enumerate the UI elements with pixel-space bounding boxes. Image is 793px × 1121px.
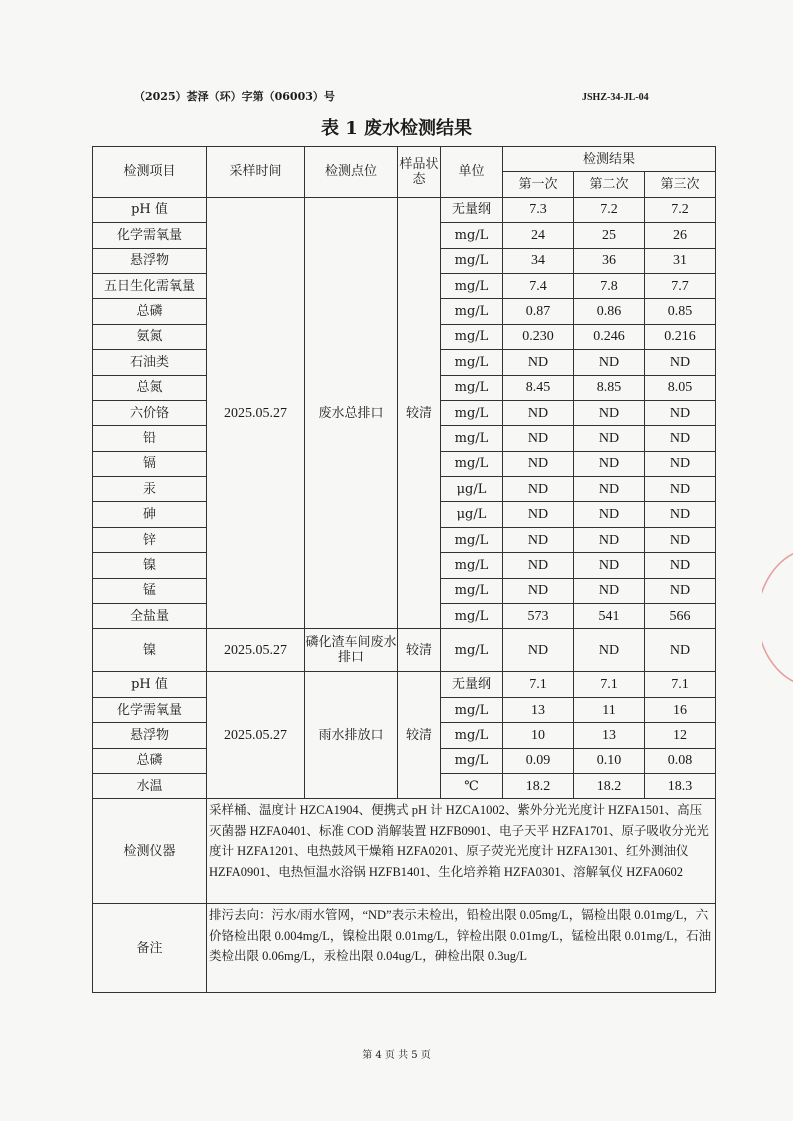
result-second-cell: 7.8	[574, 273, 645, 298]
unit-cell: mg/L	[441, 527, 503, 552]
result-third-cell: 0.08	[645, 748, 716, 773]
unit-cell: mg/L	[441, 748, 503, 773]
item-cell: 汞	[93, 477, 207, 502]
result-first-cell: 0.230	[503, 324, 574, 349]
result-third-cell: 31	[645, 248, 716, 273]
header-time: 采样时间	[207, 147, 305, 198]
result-first-cell: ND	[503, 527, 574, 552]
result-first-cell: 7.3	[503, 197, 574, 222]
result-second-cell: ND	[574, 477, 645, 502]
unit-cell: mg/L	[441, 350, 503, 375]
result-first-cell: ND	[503, 426, 574, 451]
result-third-cell: 26	[645, 223, 716, 248]
result-second-cell: 25	[574, 223, 645, 248]
item-cell: pH 值	[93, 197, 207, 222]
header-state: 样品状态	[398, 147, 441, 198]
item-cell: 水温	[93, 773, 207, 798]
result-second-cell: ND	[574, 502, 645, 527]
result-first-cell: ND	[503, 451, 574, 476]
item-cell: 化学需氧量	[93, 697, 207, 722]
item-cell: 悬浮物	[93, 248, 207, 273]
result-second-cell: ND	[574, 578, 645, 603]
result-first-cell: ND	[503, 629, 574, 672]
result-third-cell: ND	[645, 553, 716, 578]
unit-cell: mg/L	[441, 223, 503, 248]
result-first-cell: 7.4	[503, 273, 574, 298]
unit-cell: mg/L	[441, 273, 503, 298]
result-third-cell: ND	[645, 451, 716, 476]
result-second-cell: 0.86	[574, 299, 645, 324]
item-cell: 悬浮物	[93, 723, 207, 748]
unit-cell: μg/L	[441, 477, 503, 502]
result-first-cell: ND	[503, 477, 574, 502]
sampling-point-cell: 磷化渣车间废水排口	[305, 629, 398, 672]
result-third-cell: ND	[645, 578, 716, 603]
result-second-cell: 7.1	[574, 672, 645, 697]
result-third-cell: 18.3	[645, 773, 716, 798]
unit-cell: mg/L	[441, 553, 503, 578]
unit-cell: mg/L	[441, 248, 503, 273]
result-second-cell: 18.2	[574, 773, 645, 798]
result-third-cell: ND	[645, 527, 716, 552]
instruments-text: 采样桶、温度计 HZCA1904、便携式 pH 计 HZCA1002、紫外分光光度计 HZFA1501、高压灭菌器 HZFA0401、标准 COD 消解装置 HZFB0901、电子天平 HZFA1701、原子吸收分光光度计 HZFA1201、电热鼓风干燥箱 HZFA0201、原子荧光光度计 HZFA1301、红外测油仪 HZFA0901、电热恒温水浴锅 HZFB1401、生化培养箱 HZFA0301、溶解氧仪 HZFA0602	[207, 799, 716, 904]
item-cell: 铅	[93, 426, 207, 451]
item-cell: 总磷	[93, 748, 207, 773]
item-cell: 锰	[93, 578, 207, 603]
sampling-time-cell: 2025.05.27	[207, 629, 305, 672]
result-second-cell: ND	[574, 629, 645, 672]
result-second-cell: ND	[574, 451, 645, 476]
report-number: （2025）荟泽（环）字第（06003）号	[134, 90, 335, 103]
instruments-label: 检测仪器	[93, 799, 207, 904]
item-cell: 五日生化需氧量	[93, 273, 207, 298]
header-item: 检测项目	[93, 147, 207, 198]
unit-cell: 无量纲	[441, 672, 503, 697]
result-second-cell: ND	[574, 426, 645, 451]
unit-cell: mg/L	[441, 629, 503, 672]
result-first-cell: ND	[503, 502, 574, 527]
sample-state-cell: 较清	[398, 197, 441, 629]
item-cell: 六价铬	[93, 400, 207, 425]
result-third-cell: 0.216	[645, 324, 716, 349]
unit-cell: 无量纲	[441, 197, 503, 222]
result-second-cell: 0.246	[574, 324, 645, 349]
unit-cell: mg/L	[441, 451, 503, 476]
item-cell: 锌	[93, 527, 207, 552]
result-second-cell: ND	[574, 527, 645, 552]
header-point: 检测点位	[305, 147, 398, 198]
item-cell: 总磷	[93, 299, 207, 324]
sampling-point-cell: 废水总排口	[305, 197, 398, 629]
sampling-time-cell: 2025.05.27	[207, 672, 305, 799]
header-first: 第一次	[503, 172, 574, 197]
unit-cell: mg/L	[441, 723, 503, 748]
result-third-cell: 7.2	[645, 197, 716, 222]
result-first-cell: 0.09	[503, 748, 574, 773]
result-first-cell: 10	[503, 723, 574, 748]
sample-state-cell: 较清	[398, 629, 441, 672]
item-cell: 镍	[93, 553, 207, 578]
result-third-cell: 16	[645, 697, 716, 722]
result-third-cell: 8.05	[645, 375, 716, 400]
item-cell: 全盐量	[93, 604, 207, 629]
unit-cell: mg/L	[441, 578, 503, 603]
unit-cell: mg/L	[441, 400, 503, 425]
header-second: 第二次	[574, 172, 645, 197]
remarks-text: 排污去向：污水/雨水管网，“ND”表示未检出，铅检出限 0.05mg/L，镉检出限 0.01mg/L，六价铬检出限 0.004mg/L，镍检出限 0.01mg/L，锌检出限 0.01mg/L，锰检出限 0.01mg/L，石油类检出限 0.06mg/L，汞检出限 0.04ug/L，砷检出限 0.3ug/L	[207, 904, 716, 993]
result-first-cell: 573	[503, 604, 574, 629]
result-first-cell: 18.2	[503, 773, 574, 798]
result-third-cell: ND	[645, 350, 716, 375]
unit-cell: mg/L	[441, 375, 503, 400]
item-cell: 化学需氧量	[93, 223, 207, 248]
result-third-cell: ND	[645, 477, 716, 502]
result-third-cell: 0.85	[645, 299, 716, 324]
result-second-cell: 36	[574, 248, 645, 273]
item-cell: 总氮	[93, 375, 207, 400]
item-cell: pH 值	[93, 672, 207, 697]
result-second-cell: 7.2	[574, 197, 645, 222]
sampling-point-cell: 雨水排放口	[305, 672, 398, 799]
sample-state-cell: 较清	[398, 672, 441, 799]
unit-cell: mg/L	[441, 299, 503, 324]
result-first-cell: ND	[503, 578, 574, 603]
remarks-label: 备注	[93, 904, 207, 993]
table-row	[93, 197, 716, 222]
result-first-cell: 24	[503, 223, 574, 248]
result-second-cell: 541	[574, 604, 645, 629]
result-third-cell: 566	[645, 604, 716, 629]
result-first-cell: ND	[503, 350, 574, 375]
header-unit: 单位	[441, 147, 503, 198]
table-row	[93, 629, 716, 672]
result-first-cell: 0.87	[503, 299, 574, 324]
item-cell: 石油类	[93, 350, 207, 375]
unit-cell: ℃	[441, 773, 503, 798]
result-first-cell: ND	[503, 400, 574, 425]
unit-cell: mg/L	[441, 697, 503, 722]
unit-cell: μg/L	[441, 502, 503, 527]
result-third-cell: ND	[645, 426, 716, 451]
sampling-time-cell: 2025.05.27	[207, 197, 305, 629]
item-cell: 氨氮	[93, 324, 207, 349]
result-first-cell: 8.45	[503, 375, 574, 400]
result-second-cell: 11	[574, 697, 645, 722]
result-third-cell: ND	[645, 502, 716, 527]
result-second-cell: ND	[574, 350, 645, 375]
result-second-cell: ND	[574, 400, 645, 425]
result-third-cell: 7.7	[645, 273, 716, 298]
results-table	[92, 146, 716, 993]
result-second-cell: 13	[574, 723, 645, 748]
result-second-cell: 0.10	[574, 748, 645, 773]
result-third-cell: ND	[645, 400, 716, 425]
result-second-cell: 8.85	[574, 375, 645, 400]
unit-cell: mg/L	[441, 604, 503, 629]
result-third-cell: 7.1	[645, 672, 716, 697]
item-cell: 镉	[93, 451, 207, 476]
unit-cell: mg/L	[441, 324, 503, 349]
result-first-cell: ND	[503, 553, 574, 578]
header-results: 检测结果	[503, 147, 716, 172]
result-third-cell: ND	[645, 629, 716, 672]
form-code: JSHZ-34-JL-04	[582, 92, 649, 103]
result-first-cell: 13	[503, 697, 574, 722]
unit-cell: mg/L	[441, 426, 503, 451]
table-title: 表 1 废水检测结果	[320, 118, 473, 139]
item-cell: 镍	[93, 629, 207, 672]
header-third: 第三次	[645, 172, 716, 197]
result-first-cell: 7.1	[503, 672, 574, 697]
result-second-cell: ND	[574, 553, 645, 578]
item-cell: 砷	[93, 502, 207, 527]
result-first-cell: 34	[503, 248, 574, 273]
result-third-cell: 12	[645, 723, 716, 748]
seal-stamp	[762, 540, 793, 690]
page-footer: 第 4 页 共 5 页	[362, 1050, 431, 1061]
table-row	[93, 672, 716, 697]
